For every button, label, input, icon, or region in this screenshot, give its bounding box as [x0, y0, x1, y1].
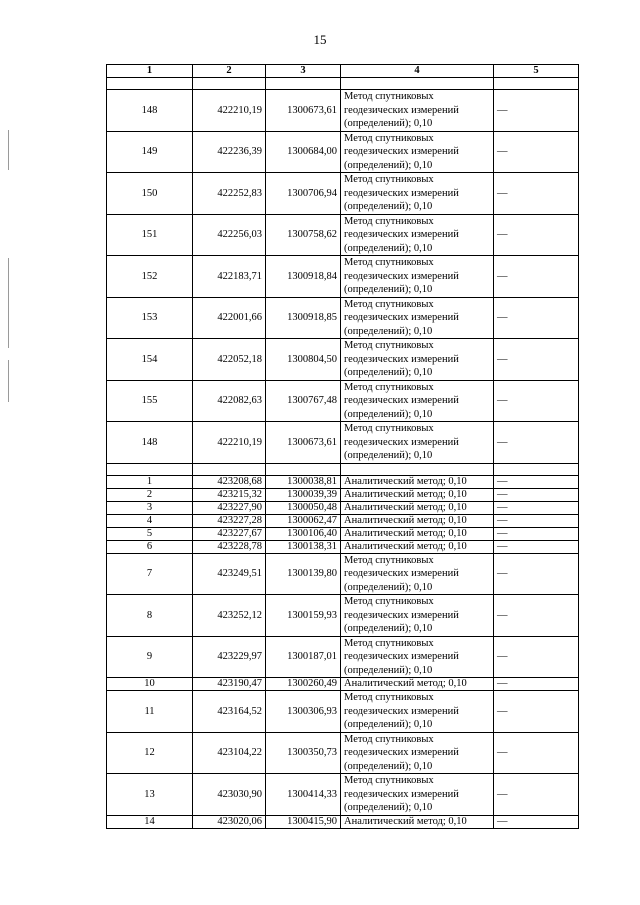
y-coordinate-cell: 1300306,93	[266, 691, 341, 733]
table-row	[107, 501, 579, 514]
table-row	[107, 256, 579, 298]
method-text-line: (определений); 0,10	[344, 242, 433, 254]
method-text-line: Метод спутниковых	[344, 381, 434, 393]
note-cell: —	[494, 256, 579, 298]
method-text-line: Метод спутниковых	[344, 132, 434, 144]
method-text-line: (определений); 0,10	[344, 284, 433, 295]
y-coordinate-cell: 1300350,73	[266, 732, 341, 774]
point-number-cell: 148	[107, 90, 193, 132]
note-cell: —	[494, 297, 579, 339]
x-coordinate-cell: 423104,22	[193, 732, 266, 774]
x-coordinate-cell: 423164,52	[193, 691, 266, 733]
scan-margin-mark	[8, 360, 9, 402]
method-text-line: Аналитический метод; 0,10	[344, 540, 467, 552]
table-row	[107, 732, 579, 774]
method-text-line: Метод спутниковых	[344, 733, 434, 745]
table-row	[107, 422, 579, 464]
method-text-line: Метод спутниковых	[344, 174, 434, 185]
note-cell: —	[494, 678, 579, 691]
method-text-line: (определений); 0,10	[344, 408, 433, 420]
y-coordinate-cell: 1300187,01	[266, 636, 341, 678]
y-coordinate-cell: 1300684,00	[266, 131, 341, 173]
empty-cell	[266, 463, 341, 475]
method-text-line: геодезических измерений	[344, 788, 459, 800]
method-text-line: геодезических измерений	[344, 651, 459, 662]
x-coordinate-cell: 423030,90	[193, 774, 266, 816]
method-cell	[341, 475, 494, 488]
note-cell: —	[494, 636, 579, 678]
empty-cell	[341, 78, 494, 90]
method-cell	[341, 527, 494, 540]
method-cell	[341, 540, 494, 553]
method-cell	[341, 422, 494, 464]
empty-cell	[266, 78, 341, 90]
point-number-cell: 151	[107, 214, 193, 256]
y-coordinate-cell: 1300260,49	[266, 678, 341, 691]
method-text-line: Метод спутниковых	[344, 298, 434, 310]
method-cell	[341, 131, 494, 173]
method-text-line: (определений); 0,10	[344, 325, 433, 337]
method-cell	[341, 815, 494, 828]
table-header	[107, 65, 579, 78]
y-coordinate-cell: 1300918,84	[266, 256, 341, 298]
point-number-cell: 7	[107, 553, 193, 595]
empty-cell	[341, 463, 494, 475]
column-header: 3	[266, 65, 341, 78]
x-coordinate-cell: 422256,03	[193, 214, 266, 256]
note-cell: —	[494, 595, 579, 637]
method-text-line: (определений); 0,10	[344, 802, 433, 813]
method-cell	[341, 774, 494, 816]
method-text-line: геодезических измерений	[344, 568, 459, 579]
method-cell	[341, 501, 494, 514]
method-text-line: Метод спутниковых	[344, 91, 434, 102]
note-cell: —	[494, 214, 579, 256]
method-text-line: Аналитический метод; 0,10	[344, 488, 467, 500]
method-cell	[341, 256, 494, 298]
note-cell: —	[494, 173, 579, 215]
x-coordinate-cell: 423227,28	[193, 514, 266, 527]
method-cell	[341, 732, 494, 774]
method-text-line: геодезических измерений	[344, 312, 459, 323]
method-text-line: геодезических измерений	[344, 609, 459, 621]
method-cell	[341, 514, 494, 527]
x-coordinate-cell: 423249,51	[193, 553, 266, 595]
method-cell	[341, 214, 494, 256]
note-cell: —	[494, 380, 579, 422]
note-cell: —	[494, 732, 579, 774]
y-coordinate-cell: 1300767,48	[266, 380, 341, 422]
point-number-cell: 9	[107, 636, 193, 678]
point-number-cell: 10	[107, 678, 193, 691]
method-text-line: (определений); 0,10	[344, 760, 433, 772]
note-cell: —	[494, 501, 579, 514]
coordinates-table	[106, 64, 579, 829]
method-text-line: (определений); 0,10	[344, 201, 433, 212]
y-coordinate-cell: 1300758,62	[266, 214, 341, 256]
y-coordinate-cell: 1300062,47	[266, 514, 341, 527]
method-text-line: (определений); 0,10	[344, 367, 433, 378]
method-text-line: геодезических измерений	[344, 436, 459, 448]
table-row	[107, 636, 579, 678]
method-text-line: Аналитический метод; 0,10	[344, 514, 467, 526]
method-text-line: (определений); 0,10	[344, 581, 433, 593]
table-row	[107, 488, 579, 501]
x-coordinate-cell: 422236,39	[193, 131, 266, 173]
method-text-line: Аналитический метод; 0,10	[344, 678, 467, 689]
empty-cell	[107, 463, 193, 475]
point-number-cell: 148	[107, 422, 193, 464]
point-number-cell: 4	[107, 514, 193, 527]
group-spacer-row	[107, 463, 579, 475]
note-cell: —	[494, 131, 579, 173]
y-coordinate-cell: 1300050,48	[266, 501, 341, 514]
point-number-cell: 155	[107, 380, 193, 422]
x-coordinate-cell: 423227,67	[193, 527, 266, 540]
method-text-line: геодезических измерений	[344, 187, 459, 199]
method-text-line: Метод спутниковых	[344, 257, 434, 268]
empty-cell	[494, 78, 579, 90]
column-header: 1	[107, 65, 193, 78]
method-cell	[341, 678, 494, 691]
x-coordinate-cell: 423020,06	[193, 815, 266, 828]
table-row	[107, 475, 579, 488]
x-coordinate-cell: 422001,66	[193, 297, 266, 339]
note-cell: —	[494, 90, 579, 132]
table-row	[107, 90, 579, 132]
y-coordinate-cell: 1300415,90	[266, 815, 341, 828]
table-row	[107, 553, 579, 595]
point-number-cell: 12	[107, 732, 193, 774]
point-number-cell: 2	[107, 488, 193, 501]
table-row	[107, 380, 579, 422]
table-row	[107, 339, 579, 381]
point-number-cell: 152	[107, 256, 193, 298]
method-text-line: Метод спутниковых	[344, 215, 434, 227]
x-coordinate-cell: 423215,32	[193, 488, 266, 501]
column-header: 4	[341, 65, 494, 78]
method-text-line: Метод спутниковых	[344, 423, 434, 434]
table-row	[107, 774, 579, 816]
note-cell: —	[494, 691, 579, 733]
table-row	[107, 214, 579, 256]
note-cell: —	[494, 540, 579, 553]
point-number-cell: 6	[107, 540, 193, 553]
empty-cell	[107, 78, 193, 90]
method-text-line: Метод спутниковых	[344, 692, 434, 703]
note-cell: —	[494, 553, 579, 595]
y-coordinate-cell: 1300673,61	[266, 422, 341, 464]
x-coordinate-cell: 423252,12	[193, 595, 266, 637]
method-cell	[341, 488, 494, 501]
point-number-cell: 8	[107, 595, 193, 637]
x-coordinate-cell: 422183,71	[193, 256, 266, 298]
point-number-cell: 5	[107, 527, 193, 540]
method-text-line: геодезических измерений	[344, 270, 459, 282]
method-text-line: (определений); 0,10	[344, 623, 433, 634]
method-text-line: геодезических измерений	[344, 104, 459, 116]
method-text-line: геодезических измерений	[344, 146, 459, 157]
column-header: 2	[193, 65, 266, 78]
x-coordinate-cell: 422210,19	[193, 90, 266, 132]
method-text-line: Метод спутниковых	[344, 340, 434, 351]
y-coordinate-cell: 1300706,94	[266, 173, 341, 215]
method-text-line: геодезических измерений	[344, 229, 459, 240]
method-text-line: (определений); 0,10	[344, 664, 433, 676]
x-coordinate-cell: 423229,97	[193, 636, 266, 678]
method-text-line: геодезических измерений	[344, 353, 459, 365]
scan-margin-mark	[8, 130, 9, 170]
point-number-cell: 153	[107, 297, 193, 339]
point-number-cell: 3	[107, 501, 193, 514]
method-cell	[341, 595, 494, 637]
method-text-line: (определений); 0,10	[344, 118, 433, 129]
y-coordinate-cell: 1300139,80	[266, 553, 341, 595]
table-row	[107, 540, 579, 553]
point-number-cell: 13	[107, 774, 193, 816]
method-cell	[341, 691, 494, 733]
note-cell: —	[494, 475, 579, 488]
method-text-line: (определений); 0,10	[344, 719, 433, 730]
point-number-cell: 150	[107, 173, 193, 215]
point-number-cell: 11	[107, 691, 193, 733]
x-coordinate-cell: 423227,90	[193, 501, 266, 514]
method-cell	[341, 90, 494, 132]
note-cell: —	[494, 527, 579, 540]
method-cell	[341, 173, 494, 215]
method-text-line: Аналитический метод; 0,10	[344, 475, 467, 487]
empty-cell	[193, 78, 266, 90]
method-cell	[341, 636, 494, 678]
note-cell: —	[494, 488, 579, 501]
empty-cell	[193, 463, 266, 475]
method-cell	[341, 339, 494, 381]
method-text-line: геодезических измерений	[344, 395, 459, 406]
y-coordinate-cell: 1300106,40	[266, 527, 341, 540]
note-cell: —	[494, 774, 579, 816]
y-coordinate-cell: 1300918,85	[266, 297, 341, 339]
method-text-line: Метод спутниковых	[344, 596, 434, 607]
method-text-line: геодезических измерений	[344, 705, 459, 717]
method-text-line: Метод спутниковых	[344, 637, 434, 649]
table-row	[107, 595, 579, 637]
point-number-cell: 14	[107, 815, 193, 828]
note-cell: —	[494, 514, 579, 527]
table-row	[107, 173, 579, 215]
method-text-line: Метод спутниковых	[344, 554, 434, 566]
header-row	[107, 65, 579, 78]
method-text-line: Аналитический метод; 0,10	[344, 501, 467, 513]
method-text-line: Метод спутниковых	[344, 775, 434, 786]
y-coordinate-cell: 1300039,39	[266, 488, 341, 501]
method-cell	[341, 380, 494, 422]
page-number: 15	[313, 32, 327, 47]
method-cell	[341, 553, 494, 595]
table-body	[107, 78, 579, 829]
note-cell: —	[494, 339, 579, 381]
method-text-line: Аналитический метод; 0,10	[344, 527, 467, 539]
scan-margin-mark	[8, 258, 9, 348]
x-coordinate-cell: 423190,47	[193, 678, 266, 691]
point-number-cell: 1	[107, 475, 193, 488]
table-row	[107, 514, 579, 527]
y-coordinate-cell: 1300673,61	[266, 90, 341, 132]
x-coordinate-cell: 422210,19	[193, 422, 266, 464]
table-row	[107, 678, 579, 691]
y-coordinate-cell: 1300159,93	[266, 595, 341, 637]
method-text-line: (определений); 0,10	[344, 450, 433, 461]
method-text-line: (определений); 0,10	[344, 159, 433, 171]
table-row	[107, 815, 579, 828]
table-row	[107, 527, 579, 540]
note-cell: —	[494, 422, 579, 464]
table-row	[107, 297, 579, 339]
point-number-cell: 154	[107, 339, 193, 381]
note-cell: —	[494, 815, 579, 828]
method-text-line: геодезических измерений	[344, 747, 459, 758]
table-row	[107, 691, 579, 733]
y-coordinate-cell: 1300038,81	[266, 475, 341, 488]
y-coordinate-cell: 1300414,33	[266, 774, 341, 816]
x-coordinate-cell: 423208,68	[193, 475, 266, 488]
method-cell	[341, 297, 494, 339]
x-coordinate-cell: 423228,78	[193, 540, 266, 553]
group-spacer-row	[107, 78, 579, 90]
y-coordinate-cell: 1300804,50	[266, 339, 341, 381]
y-coordinate-cell: 1300138,31	[266, 540, 341, 553]
point-number-cell: 149	[107, 131, 193, 173]
x-coordinate-cell: 422052,18	[193, 339, 266, 381]
table-row	[107, 131, 579, 173]
method-text-line: Аналитический метод; 0,10	[344, 815, 467, 827]
empty-cell	[494, 463, 579, 475]
x-coordinate-cell: 422082,63	[193, 380, 266, 422]
x-coordinate-cell: 422252,83	[193, 173, 266, 215]
column-header: 5	[494, 65, 579, 78]
